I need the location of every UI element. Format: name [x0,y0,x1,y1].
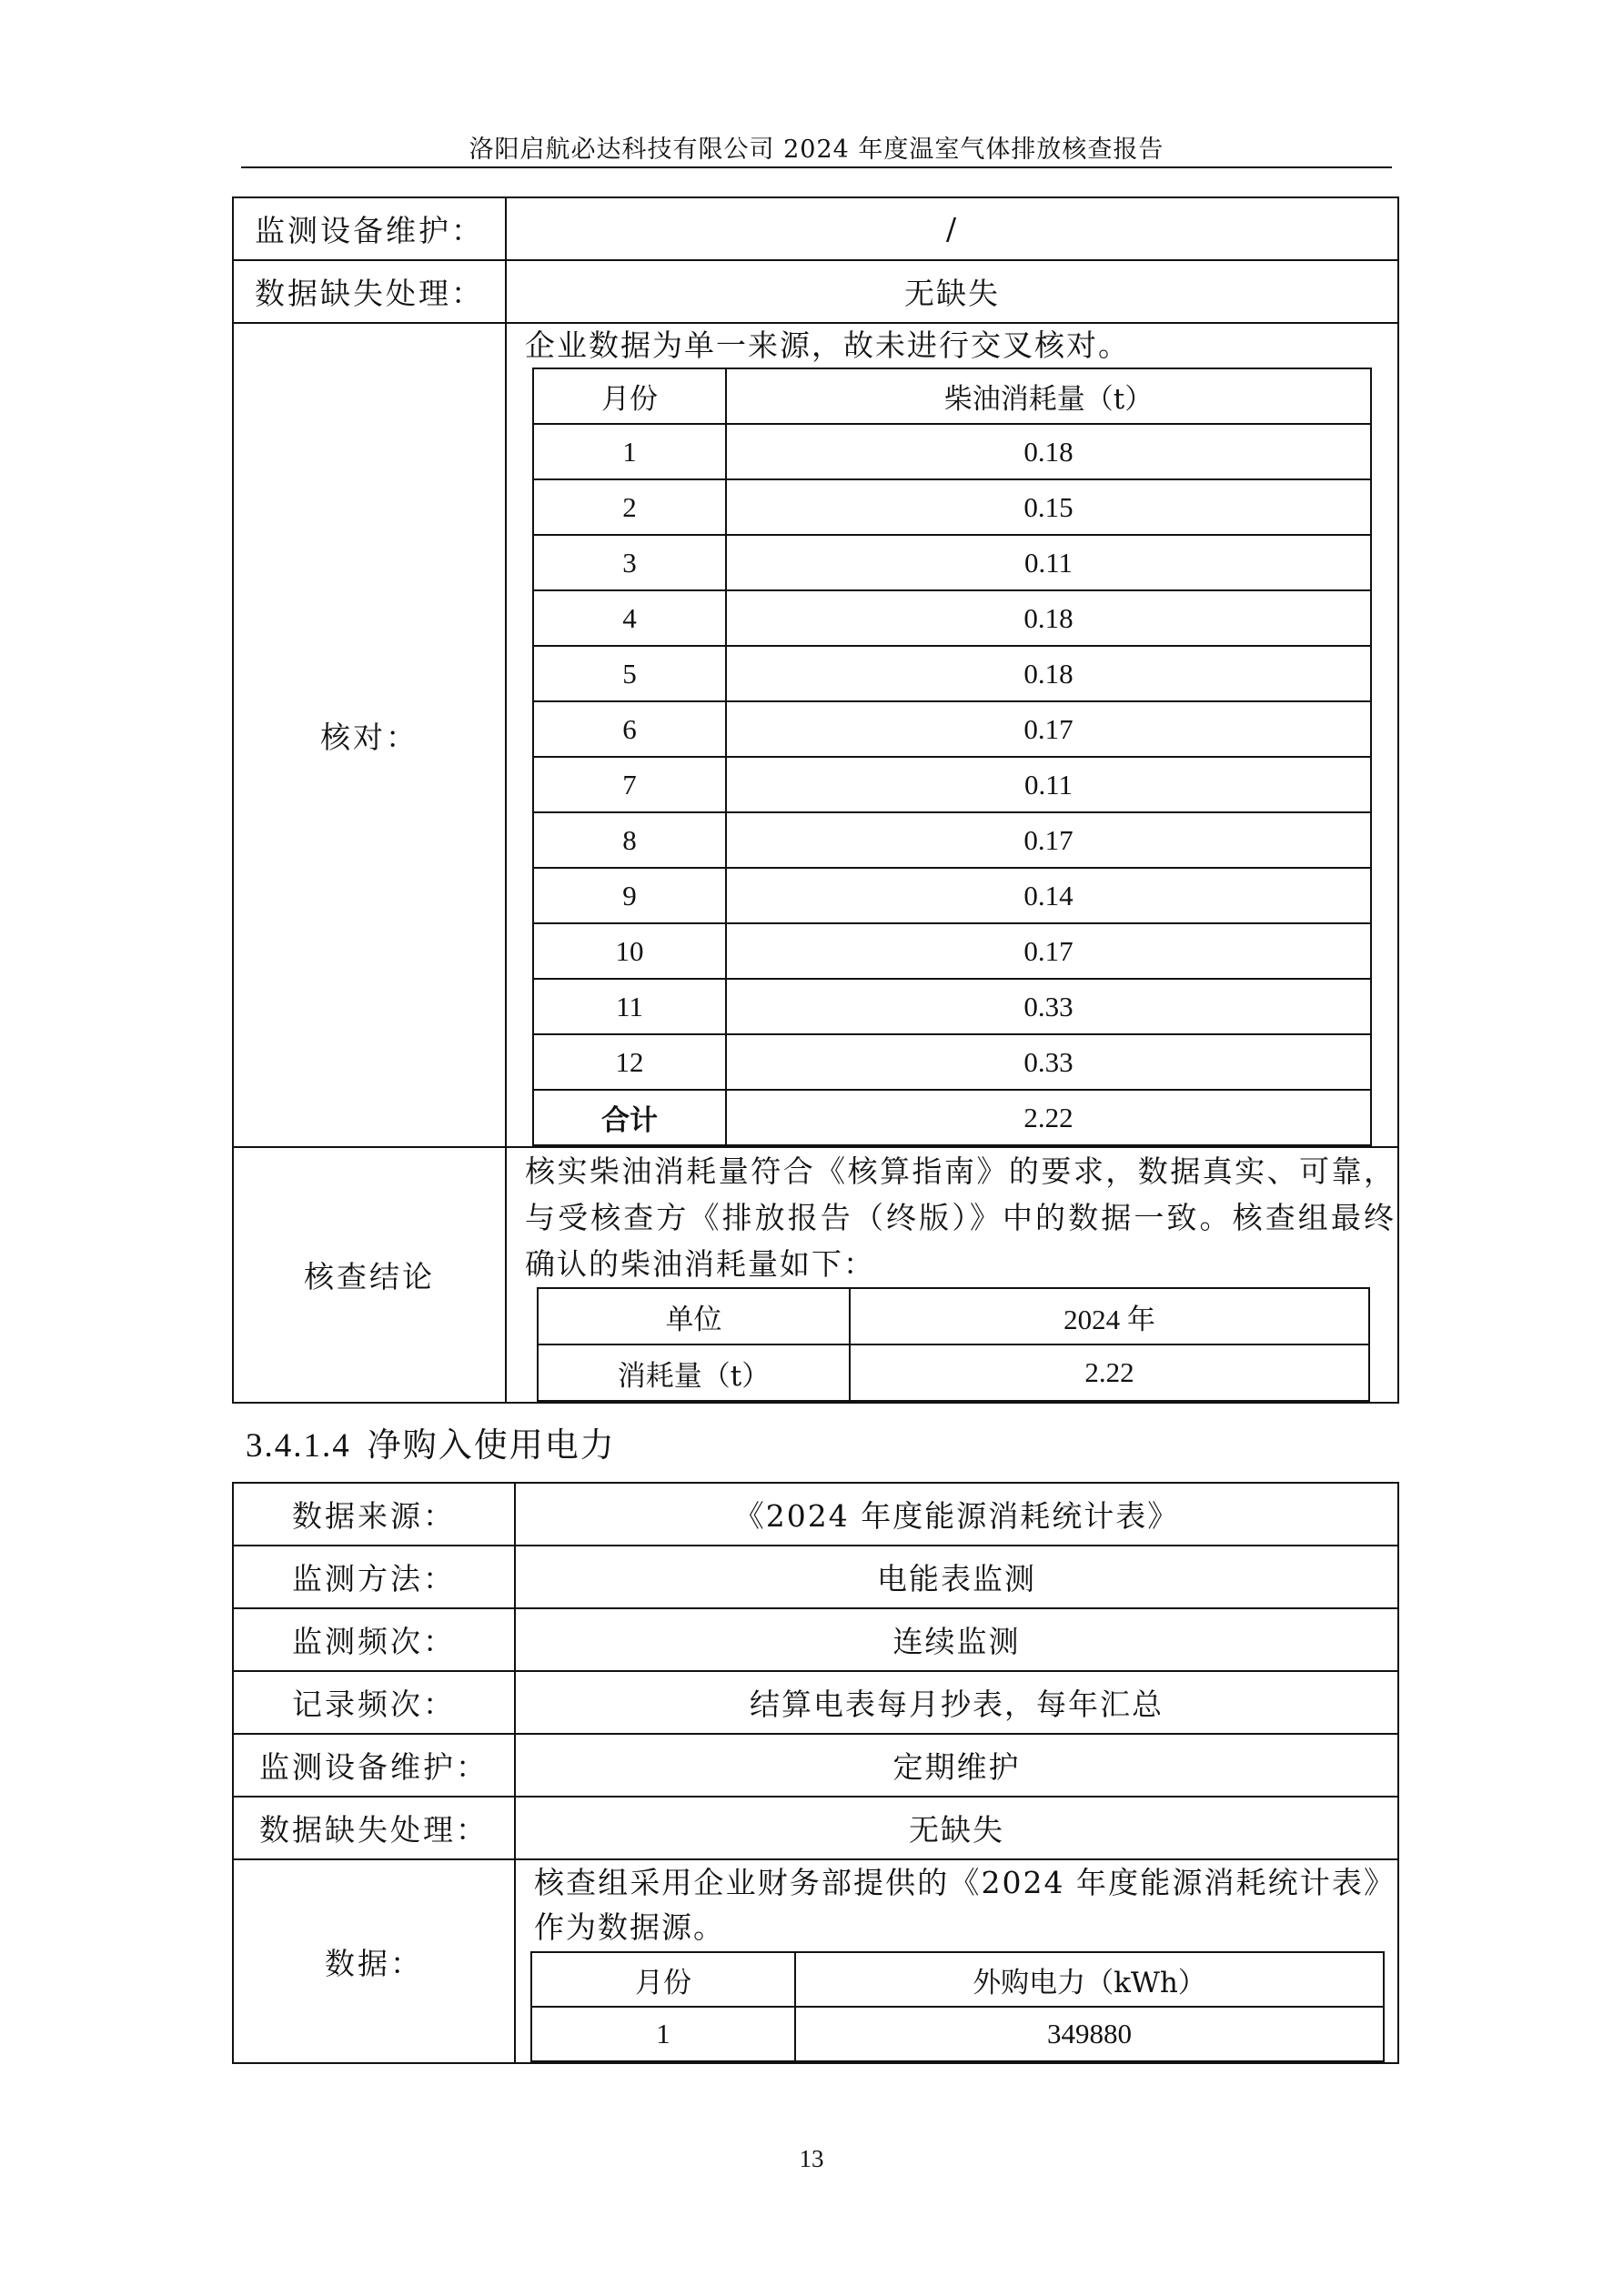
page-header: 洛阳启航必达科技有限公司 2024 年度温室气体排放核查报告 [469,136,1164,164]
total-value-cell: 2.22 [726,1090,1371,1145]
table-row [233,1608,1398,1671]
table-row [233,1546,1398,1608]
value-cell: 0.11 [726,535,1371,590]
value-cell: 0.15 [726,479,1371,535]
row-value: 无缺失 [506,260,1398,323]
table-row [533,590,1371,646]
table-row [533,923,1371,979]
data-source-text: 核查组采用企业财务部提供的《2024 年度能源消耗统计表》作为数据源。 [534,1865,1396,1945]
table-row [533,868,1371,923]
value-cell: 0.18 [726,646,1371,701]
value-cell: 0.18 [726,590,1371,646]
value-cell: 0.33 [726,979,1371,1034]
header-cell: 柴油消耗量（t） [726,368,1371,424]
value-cell: 0.17 [726,812,1371,868]
diesel-verification-table [232,196,1399,1404]
row-value: 《2024 年度能源消耗统计表》 [515,1483,1398,1546]
table-row [233,1671,1398,1734]
row-label: 监测设备维护： [233,1734,515,1797]
row-label: 数据缺失处理： [233,1797,515,1859]
verification-note: 企业数据为单一来源，故未进行交叉核对。 [525,327,1130,363]
diesel-monthly-table [532,368,1372,1146]
total-row [533,1090,1371,1145]
conclusion-row [233,1147,1398,1403]
table-row [233,1483,1398,1546]
table-row [533,701,1371,757]
section-title: 净购入使用电力 [367,1425,616,1465]
value-cell: 0.17 [726,923,1371,979]
header-cell: 单位 [538,1288,850,1344]
table-row [233,1797,1398,1859]
table-row [538,1344,1369,1401]
month-cell: 12 [533,1034,726,1090]
month-cell: 7 [533,757,726,812]
table-row [233,197,1398,260]
table-row [533,479,1371,535]
table-row [531,2007,1384,2061]
verification-row [233,323,1398,1147]
value-cell: 0.14 [726,868,1371,923]
row-label: 数据来源： [233,1483,515,1546]
row-value: 无缺失 [515,1797,1398,1859]
conclusion-label: 核查结论 [233,1147,506,1403]
value-cell: 0.33 [726,1034,1371,1090]
value-cell: 349880 [795,2007,1384,2061]
row-value: 连续监测 [515,1608,1398,1671]
table-cell: 消耗量（t） [538,1344,850,1401]
month-cell: 3 [533,535,726,590]
month-cell: 5 [533,646,726,701]
month-cell: 11 [533,979,726,1034]
header-cell: 外购电力（kWh） [795,1952,1384,2007]
value-cell: 0.11 [726,757,1371,812]
table-row [538,1288,1369,1344]
row-label: 记录频次： [233,1671,515,1734]
value-cell: 0.17 [726,701,1371,757]
row-label: 监测设备维护： [233,197,506,260]
value-cell: 0.18 [726,424,1371,479]
electricity-table [232,1482,1399,2064]
month-cell: 1 [531,2007,795,2061]
table-row [533,535,1371,590]
month-cell: 2 [533,479,726,535]
verification-label: 核对： [233,323,506,1147]
conclusion-summary-table [537,1287,1370,1402]
data-source-row [233,1859,1398,2063]
month-cell: 6 [533,701,726,757]
row-label: 数据缺失处理： [233,260,506,323]
month-cell: 9 [533,868,726,923]
table-header-row [533,368,1371,424]
header-cell: 月份 [531,1952,795,2007]
table-cell: 2.22 [850,1344,1369,1401]
header-cell: 2024 年 [850,1288,1369,1344]
electricity-monthly-table [530,1951,1385,2062]
row-value: 结算电表每月抄表，每年汇总 [515,1671,1398,1734]
section-heading [246,1417,616,1466]
conclusion-text: 核实柴油消耗量符合《核算指南》的要求，数据真实、可靠，与受核查方《排放报告（终版）》中的数据一致。核查组最终确认的柴油消耗量如下： [525,1153,1396,1282]
table-row [533,646,1371,701]
total-label-cell: 合计 [533,1090,726,1145]
month-cell: 4 [533,590,726,646]
month-cell: 8 [533,812,726,868]
header-rule [241,166,1392,168]
row-value: / [506,197,1398,260]
row-label: 监测方法： [233,1546,515,1608]
table-row [533,1034,1371,1090]
table-row [533,424,1371,479]
header-cell: 月份 [533,368,726,424]
table-row [533,979,1371,1034]
month-cell: 1 [533,424,726,479]
data-label: 数据： [233,1859,515,2063]
section-number: 3.4.1.4 [246,1427,351,1465]
table-row [533,757,1371,812]
row-value: 电能表监测 [515,1546,1398,1608]
table-header-row [531,1952,1384,2007]
row-value: 定期维护 [515,1734,1398,1797]
row-label: 监测频次： [233,1608,515,1671]
table-row [233,260,1398,323]
table-row [233,1734,1398,1797]
month-cell: 10 [533,923,726,979]
page-number: 13 [799,2145,824,2172]
table-row [533,812,1371,868]
